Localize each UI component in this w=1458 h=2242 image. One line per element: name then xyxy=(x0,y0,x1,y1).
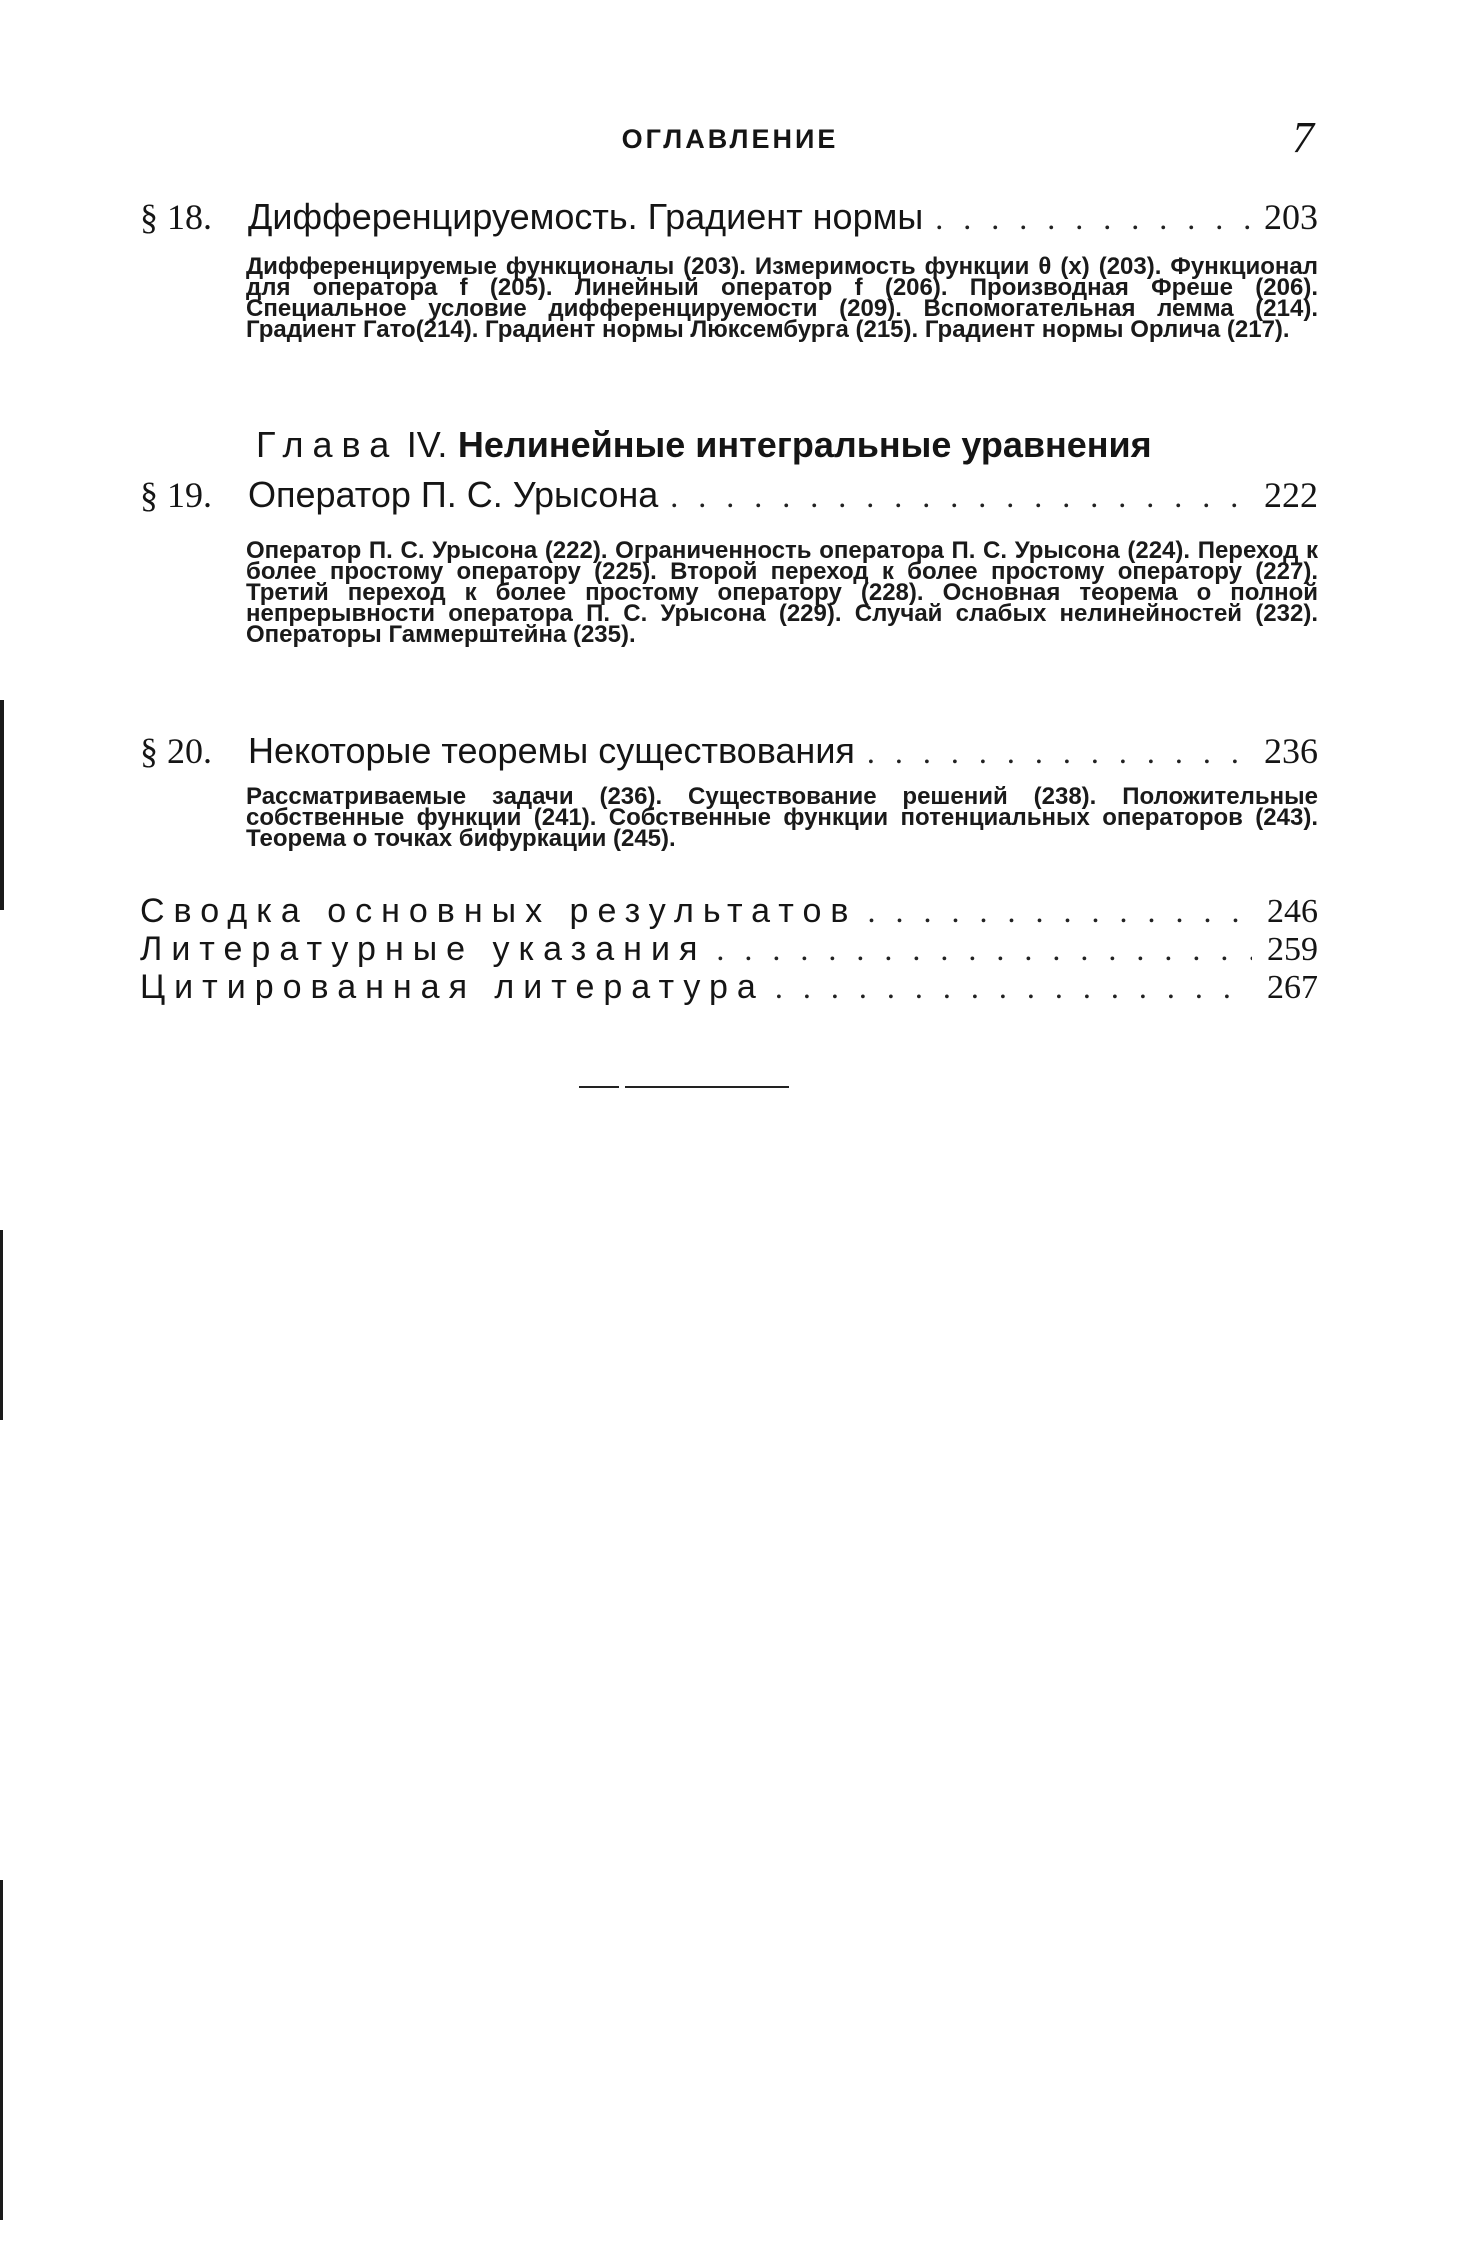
back-matter-title: Цитированная литература xyxy=(140,968,765,1006)
back-matter-page: 267 xyxy=(1267,969,1318,1006)
leader-dots xyxy=(867,734,1250,771)
chapter-label: Глава xyxy=(256,424,399,465)
toc-entry-section-18[interactable] xyxy=(140,196,1318,238)
section-summary-20: Рассматриваемые задачи (236). Существование решений (238). Положительные собственные функции (241). Собственные функции потенциальных операторов (243). Теорема о точках бифуркации (245). xyxy=(246,783,1318,852)
section-page: 222 xyxy=(1264,475,1318,515)
leader-dots xyxy=(935,200,1250,237)
section-number: § 19. xyxy=(140,475,212,515)
leader-dots xyxy=(670,478,1250,515)
section-page: 203 xyxy=(1264,197,1318,237)
section-title: Некоторые теоремы существования xyxy=(248,730,855,771)
toc-entry-literature-notes[interactable] xyxy=(140,930,1318,969)
scan-edge-artifact xyxy=(0,700,4,910)
section-summary-18: Дифференцируемые функционалы (203). Измеримость функции θ (x) (203). Функционал для оператора f (205). Линейный оператор f (206). Производная Фреше (206). Специальное условие дифференцируемости (209). Вспомогательная лемма (214). Градиент Гато(214). Градиент нормы Люксембурга (215). Градиент нормы Орлича (217). xyxy=(246,253,1318,343)
toc-entry-cited-literature[interactable] xyxy=(140,968,1318,1007)
running-title: ОГЛАВЛЕНИЕ xyxy=(621,124,839,154)
end-rule xyxy=(579,1086,789,1088)
page-number: 7 xyxy=(1292,113,1314,162)
scan-edge-artifact xyxy=(0,1230,3,1420)
chapter-title: Нелинейные интегральные уравнения xyxy=(457,424,1152,465)
back-matter-page: 246 xyxy=(1267,893,1318,930)
section-number: § 20. xyxy=(140,731,212,771)
toc-entry-section-19[interactable] xyxy=(140,474,1318,516)
section-number: § 18. xyxy=(140,197,212,237)
chapter-heading xyxy=(256,424,1318,466)
section-summary-19: Оператор П. С. Урысона (222). Ограниченность оператора П. С. Урысона (224). Переход к более простому оператору (225). Второй переход к более простому оператору (227). Третий переход к более простому оператору (228). Основная теорема о полной непрерывности оператора П. С. Урысона (229). Случай слабых нелинейностей (232). Операторы Гаммерштейна (235). xyxy=(246,537,1318,648)
leader-dots xyxy=(775,969,1252,1006)
leader-dots xyxy=(867,893,1252,930)
section-title: Дифференцируемость. Градиент нормы xyxy=(248,196,924,237)
chapter-number: IV. xyxy=(406,424,448,465)
scan-edge-artifact xyxy=(0,1880,3,2220)
back-matter-title: Сводка основных результатов xyxy=(140,892,858,930)
back-matter-title: Литературные указания xyxy=(140,930,707,968)
back-matter-page: 259 xyxy=(1267,931,1318,968)
toc-entry-results-summary[interactable] xyxy=(140,892,1318,931)
toc-entry-section-20[interactable] xyxy=(140,730,1318,772)
section-page: 236 xyxy=(1264,731,1318,771)
section-title: Оператор П. С. Урысона xyxy=(248,474,659,515)
leader-dots xyxy=(716,931,1252,968)
running-head xyxy=(140,113,1320,162)
